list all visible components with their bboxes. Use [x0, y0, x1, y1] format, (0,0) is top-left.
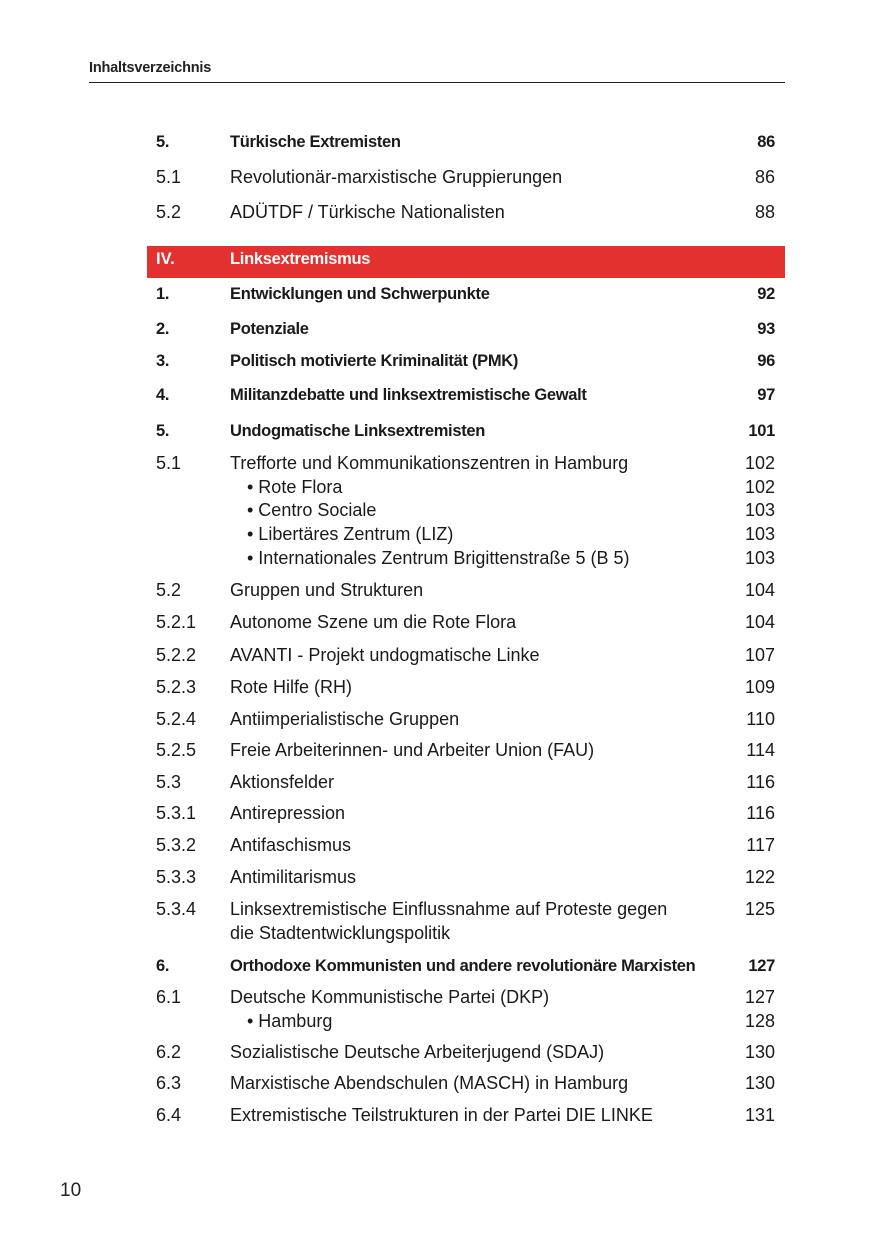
toc-number: 5.2.1 [156, 612, 197, 632]
toc-page: 88 [754, 202, 775, 222]
toc-title: Militanzdebatte und linksextremistische Gewalt [230, 386, 587, 404]
toc-number: 5.2.5 [156, 740, 197, 760]
toc-number: 6.3 [156, 1073, 182, 1093]
toc-page: 109 [744, 677, 775, 697]
toc-title: Deutsche Kommunistische Partei (DKP) [230, 987, 550, 1007]
toc-number: 5.3 [156, 772, 182, 792]
toc-number: 6.2 [156, 1042, 182, 1062]
toc-title: Linksextremistische Einflussnahme auf Proteste gegen [230, 899, 668, 919]
toc-number: 5.2.4 [156, 709, 197, 729]
toc-page: 104 [744, 580, 775, 600]
toc-page: 102 [744, 453, 775, 473]
toc-title: Gruppen und Strukturen [230, 580, 424, 600]
toc-number: 5.2.3 [156, 677, 197, 697]
toc-page: 130 [744, 1073, 775, 1093]
toc-title: Rote Hilfe (RH) [230, 677, 353, 697]
toc-title: Marxistische Abendschulen (MASCH) in Hamburg [230, 1073, 629, 1093]
toc-subentry-title: • Rote Flora [247, 477, 343, 497]
toc-title: Freie Arbeiterinnen- und Arbeiter Union (FAU) [230, 740, 595, 760]
toc-title: Potenziale [230, 320, 309, 338]
toc-page: 110 [746, 709, 775, 729]
toc-page: 103 [744, 524, 775, 544]
toc-page: 116 [746, 803, 775, 823]
toc-number: 5.2.2 [156, 645, 197, 665]
toc-page: 127 [744, 987, 775, 1007]
toc-title: Trefforte und Kommunikationszentren in Hamburg [230, 453, 629, 473]
toc-page: 130 [744, 1042, 775, 1062]
toc-number: 5.1 [156, 167, 182, 187]
toc-title: Antirepression [230, 803, 346, 823]
toc-number: 5.3.4 [156, 899, 197, 919]
toc-title: ADÜTDF / Türkische Nationalisten [230, 202, 505, 222]
toc-number: 5.2 [156, 202, 182, 222]
toc-page: 127 [748, 957, 775, 975]
toc-number: 5. [156, 422, 170, 440]
toc-title: Antiimperialistische Gruppen [230, 709, 460, 729]
toc-title: Extremistische Teilstrukturen in der Partei DIE LINKE [230, 1105, 653, 1125]
toc-title-continuation: die Stadtentwicklungspolitik [230, 923, 451, 943]
toc-number: 2. [156, 320, 170, 338]
toc-page: 93 [757, 320, 775, 338]
toc-title: Undogmatische Linksextremisten [230, 422, 486, 440]
toc-page: 103 [744, 500, 775, 520]
section-title: Linksextremismus [230, 250, 371, 268]
toc-number: 5.1 [156, 453, 182, 473]
toc-title: Aktionsfelder [230, 772, 335, 792]
toc-page: 86 [754, 167, 775, 187]
toc-page: 125 [744, 899, 775, 919]
toc-title: Entwicklungen und Schwerpunkte [230, 285, 490, 303]
toc-page: 116 [746, 772, 775, 792]
running-header-title: Inhaltsverzeichnis [89, 60, 212, 76]
toc-title: Türkische Extremisten [230, 133, 401, 151]
toc-number: 5.2 [156, 580, 182, 600]
section-number: IV. [156, 250, 175, 268]
toc-number: 6. [156, 957, 170, 975]
toc-number: 3. [156, 352, 170, 370]
running-header [89, 60, 785, 83]
toc-number: 5.3.1 [156, 803, 197, 823]
toc-subentry-title: • Centro Sociale [247, 500, 377, 520]
toc-page: 96 [757, 352, 775, 370]
toc-number: 1. [156, 285, 170, 303]
toc-title: Antifaschismus [230, 835, 352, 855]
toc-title: Antimilitarismus [230, 867, 357, 887]
page-number: 10 [60, 1180, 82, 1201]
toc-number: 5. [156, 133, 170, 151]
toc-page: 101 [748, 422, 775, 440]
toc-page: 117 [746, 835, 775, 855]
toc-page: 128 [744, 1011, 775, 1031]
toc-page: 103 [744, 548, 775, 568]
toc-page: 92 [757, 285, 775, 303]
toc-subentry-title: • Libertäres Zentrum (LIZ) [247, 524, 454, 544]
toc-number: 4. [156, 386, 170, 404]
toc-title: Sozialistische Deutsche Arbeiterjugend (SDAJ) [230, 1042, 605, 1062]
toc-page: 107 [744, 645, 775, 665]
toc-number: 6.1 [156, 987, 182, 1007]
toc-page: 131 [744, 1105, 775, 1125]
toc-page: 97 [757, 386, 775, 404]
section-heading-bar[interactable] [147, 246, 785, 278]
toc-number: 6.4 [156, 1105, 182, 1125]
toc-page: 122 [744, 867, 775, 887]
toc-subentry-title: • Hamburg [247, 1011, 333, 1031]
toc-page: 104 [744, 612, 775, 632]
toc-title: Revolutionär-marxistische Gruppierungen [230, 167, 563, 187]
toc-page: 86 [757, 133, 775, 151]
toc-number: 5.3.3 [156, 867, 197, 887]
toc-number: 5.3.2 [156, 835, 197, 855]
toc-page: 102 [744, 477, 775, 497]
toc-title: AVANTI - Projekt undogmatische Linke [230, 645, 540, 665]
toc-title: Politisch motivierte Kriminalität (PMK) [230, 352, 519, 370]
toc-page: 114 [746, 740, 775, 760]
toc-title: Autonome Szene um die Rote Flora [230, 612, 517, 632]
toc-title: Orthodoxe Kommunisten und andere revolutionäre Marxisten [230, 957, 696, 975]
toc-subentry-title: • Internationales Zentrum Brigittenstraße 5 (B 5) [247, 548, 630, 568]
